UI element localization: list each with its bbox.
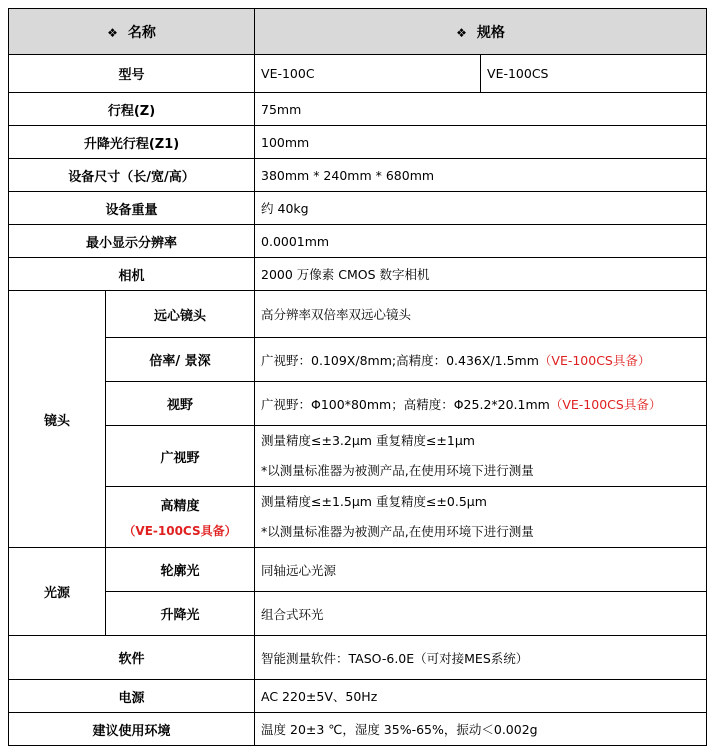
sub-label: 远心镜头 <box>106 291 255 338</box>
row-label: 电源 <box>9 680 255 713</box>
row-value: 广视野：0.109X/8mm;高精度：0.436X/1.5mm（VE-100CS具备） <box>255 338 707 382</box>
header-name: ❖ 名称 <box>9 9 255 55</box>
row-label: 建议使用环境 <box>9 713 255 746</box>
row-value: 约 40kg <box>255 192 707 225</box>
table-row <box>9 382 707 426</box>
row-value: 2000 万像素 CMOS 数字相机 <box>255 258 707 291</box>
header-spec: ❖ 规格 <box>255 9 707 55</box>
row-value: 100mm <box>255 126 707 159</box>
table-row <box>9 636 707 680</box>
row-value: 同轴远心光源 <box>255 548 707 592</box>
row-value: 智能测量软件：TASO-6.0E（可对接MES系统） <box>255 636 707 680</box>
row-label: 行程(Z) <box>9 93 255 126</box>
diamond-icon: ❖ <box>456 25 467 40</box>
lens-label: 镜头 <box>9 291 106 548</box>
row-label: 软件 <box>9 636 255 680</box>
row-value: 广视野：Φ100*80mm；高精度：Φ25.2*20.1mm（VE-100CS具备） <box>255 382 707 426</box>
table-row <box>9 426 707 487</box>
table-row <box>9 126 707 159</box>
sub-label: 视野 <box>106 382 255 426</box>
sub-label: 广视野 <box>106 426 255 487</box>
table-row <box>9 225 707 258</box>
table-row <box>9 159 707 192</box>
table-row <box>9 55 707 93</box>
light-label: 光源 <box>9 548 106 636</box>
row-value: 高分辨率双倍率双远心镜头 <box>255 291 707 338</box>
row-value: 测量精度≤±3.2μm 重复精度≤±1μm *以测量标准器为被测产品,在使用环境下进行测量 <box>255 426 707 487</box>
sub-label: 高精度 （VE-100CS具备） <box>106 487 255 548</box>
diamond-icon: ❖ <box>107 25 118 40</box>
model-note: （VE-100CS具备） <box>538 352 651 368</box>
row-value: 0.0001mm <box>255 225 707 258</box>
row-value: 温度 20±3 ℃，湿度 35%-65%，振动＜0.002g <box>255 713 707 746</box>
row-value: VE-100CS <box>481 55 707 93</box>
row-label: 型号 <box>9 55 255 93</box>
row-value: 380mm * 240mm * 680mm <box>255 159 707 192</box>
row-value: 75mm <box>255 93 707 126</box>
table-row <box>9 192 707 225</box>
table-row <box>9 291 707 338</box>
header-row <box>9 9 707 55</box>
sub-label: 倍率/ 景深 <box>106 338 255 382</box>
row-value: 组合式环光 <box>255 592 707 636</box>
row-label: 设备重量 <box>9 192 255 225</box>
model-note: （VE-100CS具备） <box>123 524 237 538</box>
table-row <box>9 680 707 713</box>
table-row <box>9 487 707 548</box>
table-row <box>9 93 707 126</box>
model-note: （VE-100CS具备） <box>549 396 662 412</box>
table-row <box>9 592 707 636</box>
sub-label: 升降光 <box>106 592 255 636</box>
row-label: 最小显示分辨率 <box>9 225 255 258</box>
row-value: AC 220±5V、50Hz <box>255 680 707 713</box>
row-value: 测量精度≤±1.5μm 重复精度≤±0.5μm *以测量标准器为被测产品,在使用环境下进行测量 <box>255 487 707 548</box>
row-label: 升降光行程(Z1) <box>9 126 255 159</box>
sub-label: 轮廓光 <box>106 548 255 592</box>
spec-table <box>8 8 707 746</box>
row-label: 设备尺寸（长/宽/高） <box>9 159 255 192</box>
row-label: 相机 <box>9 258 255 291</box>
row-value: VE-100C <box>255 55 481 93</box>
table-row <box>9 548 707 592</box>
table-row <box>9 713 707 746</box>
table-row <box>9 258 707 291</box>
table-row <box>9 338 707 382</box>
